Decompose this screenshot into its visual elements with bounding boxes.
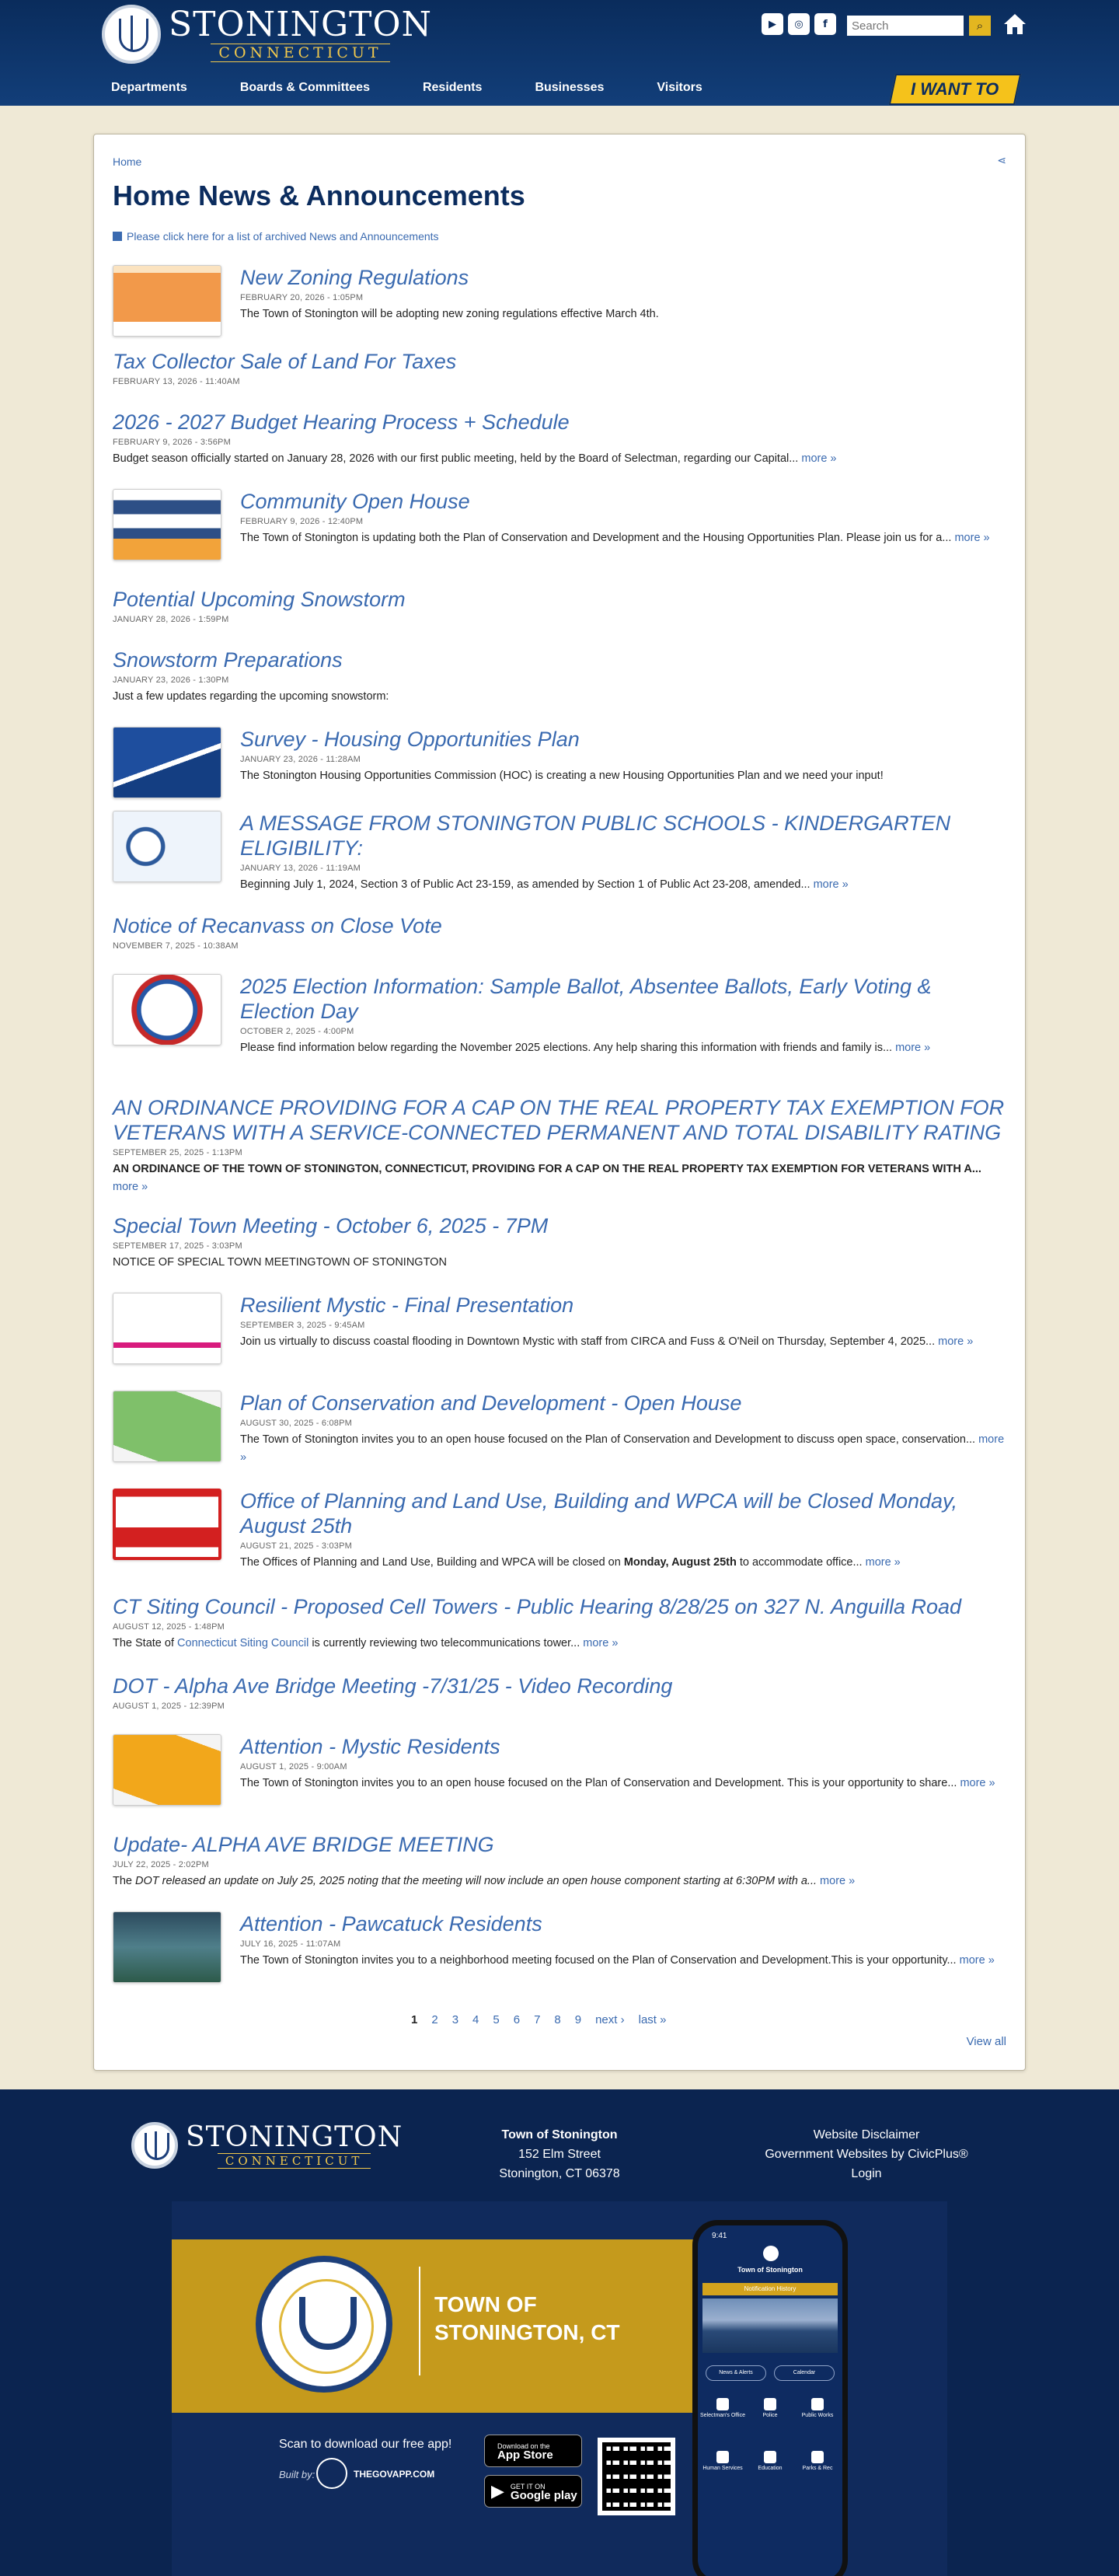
page-7[interactable]: 7 (534, 2013, 541, 2026)
news-item (113, 587, 1006, 624)
login-link[interactable]: Login (851, 2167, 882, 2180)
town-seal-icon (256, 2256, 392, 2393)
news-title[interactable]: Update- ALPHA AVE BRIDGE MEETING (113, 1833, 494, 1856)
nav-departments[interactable]: Departments (111, 81, 187, 94)
news-date: OCTOBER 2, 2025 - 4:00PM (240, 1027, 354, 1036)
news-item (113, 811, 1006, 894)
social-links (762, 13, 836, 35)
footer-address: Town of Stonington 152 Elm Street Stonington, CT 06378 (499, 2128, 620, 2180)
news-title[interactable]: DOT - Alpha Ave Bridge Meeting -7/31/25 - Video Recording (113, 1674, 673, 1698)
page-4[interactable]: 4 (472, 2013, 479, 2026)
news-date: JANUARY 28, 2026 - 1:59PM (113, 615, 229, 624)
more-link[interactable]: more » (938, 1335, 974, 1348)
home-icon[interactable] (1002, 12, 1027, 36)
news-date: JULY 16, 2025 - 11:07AM (240, 1939, 341, 1949)
news-item (113, 1911, 1006, 1970)
news-excerpt: Budget season officially started on January 28, 2026 with our first public meeting, held by the Board of Selectman, regarding our Capital... more » (113, 452, 837, 465)
news-item (113, 1391, 1006, 1467)
govapp-logo-icon (316, 2458, 347, 2489)
news-title[interactable]: Potential Upcoming Snowstorm (113, 588, 406, 611)
news-title[interactable]: Plan of Conservation and Development - Open House (240, 1391, 742, 1415)
town-seal-icon (131, 2122, 178, 2169)
news-thumbnail[interactable] (113, 1391, 221, 1462)
news-title[interactable]: New Zoning Regulations (240, 266, 469, 289)
news-date: AUGUST 30, 2025 - 6:08PM (240, 1419, 352, 1428)
news-item (113, 349, 1006, 386)
news-item (113, 647, 1006, 706)
facebook-icon[interactable]: f (814, 13, 836, 35)
civicplus-link[interactable]: Government Websites by CivicPlus® (765, 2148, 968, 2161)
more-link[interactable]: more » (954, 532, 990, 544)
news-thumbnail[interactable] (113, 1293, 221, 1364)
news-title[interactable]: Special Town Meeting - October 6, 2025 - 7PM (113, 1214, 549, 1237)
more-link[interactable]: more » (240, 1433, 1005, 1464)
news-date: AUGUST 21, 2025 - 3:03PM (240, 1541, 352, 1551)
news-item (113, 1213, 1006, 1272)
page-1[interactable]: 1 (411, 2013, 418, 2026)
news-date: FEBRUARY 20, 2026 - 1:05PM (240, 293, 364, 302)
news-item (113, 1734, 1006, 1792)
news-excerpt: The Town of Stonington will be adopting new zoning regulations effective March 4th. (240, 308, 659, 320)
news-excerpt: The Town of Stonington invites you to a neighborhood meeting focused on the Plan of Conservation and Development.This is your opportunity... more » (240, 1954, 995, 1967)
news-item (113, 974, 1006, 1057)
page-2[interactable]: 2 (431, 2013, 438, 2026)
news-title[interactable]: A MESSAGE FROM STONINGTON PUBLIC SCHOOLS - KINDERGARTEN ELIGIBILITY: (240, 812, 951, 860)
google-play-button[interactable]: ▶ GET IT ON Google play (484, 2475, 582, 2508)
news-thumbnail[interactable] (113, 811, 221, 882)
site-subtitle: CONNECTICUT (211, 44, 389, 62)
news-title[interactable]: Office of Planning and Land Use, Building and WPCA will be Closed Monday, August 25th (240, 1489, 958, 1538)
news-excerpt: The Town of Stonington invites you to an open house focused on the Plan of Conservation and Development. This is your opportunity to share... more » (240, 1777, 995, 1789)
town-seal-icon (102, 5, 161, 64)
news-date: FEBRUARY 13, 2026 - 11:40AM (113, 377, 240, 386)
news-date: SEPTEMBER 25, 2025 - 1:13PM (113, 1148, 242, 1157)
main-nav (111, 81, 755, 95)
news-item (113, 1674, 1006, 1711)
news-title[interactable]: AN ORDINANCE PROVIDING FOR A CAP ON THE REAL PROPERTY TAX EXEMPTION FOR VETERANS WITH A SERVICE-CONNECTED PERMANENT AND TOTAL DISABILITY RATING (113, 1096, 1005, 1144)
site-logo[interactable] (102, 5, 432, 64)
footer-links (715, 2125, 1018, 2183)
nav-businesses[interactable]: Businesses (535, 81, 605, 94)
nav-boards-committees[interactable]: Boards & Committees (239, 81, 370, 94)
page-8[interactable]: 8 (554, 2013, 561, 2026)
more-link[interactable]: more » (813, 878, 849, 891)
news-date: SEPTEMBER 17, 2025 - 3:03PM (113, 1241, 242, 1251)
news-title[interactable]: Notice of Recanvass on Close Vote (113, 914, 442, 937)
news-item (113, 1489, 1006, 1572)
last-page[interactable]: last » (638, 2013, 667, 2026)
news-title[interactable]: Resilient Mystic - Final Presentation (240, 1293, 574, 1317)
news-thumbnail[interactable] (113, 1489, 221, 1560)
news-excerpt: The DOT released an update on July 25, 2025 noting that the meeting will now include an open house component starting at 6:30PM with a... more » (113, 1875, 856, 1887)
news-thumbnail[interactable] (113, 265, 221, 337)
search-button[interactable] (969, 16, 991, 36)
next-page[interactable]: next › (595, 2013, 625, 2026)
harbor-photo (702, 2299, 838, 2353)
youtube-icon[interactable]: ▶ (762, 13, 783, 35)
news-date: JANUARY 23, 2026 - 11:28AM (240, 755, 361, 764)
govapp-name: THEGOVAPP.COM (354, 2469, 435, 2480)
page-9[interactable]: 9 (574, 2013, 582, 2026)
news-item (113, 410, 1006, 468)
news-thumbnail[interactable] (113, 489, 221, 560)
app-banner: TOWN OF STONINGTON, CT Scan to download our free app! Built by: THEGOVAPP.COM Download on the App Store ▶ GET IT ON Google play 9:41 Town of Stonington Notification History News & Alerts Calendar Selectman's Office Police Public Works Human Services Education Parks & Rec (172, 2201, 947, 2576)
news-date: AUGUST 1, 2025 - 9:00AM (240, 1762, 347, 1771)
news-item (113, 913, 1006, 951)
news-excerpt: The State of Connecticut Siting Council is currently reviewing two telecommunications tower... more » (113, 1637, 619, 1649)
instagram-icon[interactable]: ◎ (788, 13, 810, 35)
news-excerpt: The Town of Stonington is updating both the Plan of Conservation and Development and the Housing Opportunities Plan. Please join us for a... more » (240, 532, 990, 544)
news-item (113, 1832, 1006, 1890)
pagination (411, 2013, 666, 2026)
news-date: JANUARY 13, 2026 - 11:19AM (240, 864, 361, 873)
nav-residents[interactable]: Residents (422, 81, 483, 94)
news-date: JANUARY 23, 2026 - 1:30PM (113, 675, 229, 685)
more-link[interactable]: more » (801, 452, 837, 465)
more-link[interactable]: more » (820, 1875, 856, 1887)
news-title[interactable]: Attention - Pawcatuck Residents (240, 1912, 542, 1935)
news-excerpt: Please find information below regarding the November 2025 elections. Any help sharing this information with friends and family is... more » (240, 1042, 931, 1054)
news-excerpt: Beginning July 1, 2024, Section 3 of Public Act 23-159, as amended by Section 1 of Public Act 23-208, amended... more » (240, 878, 849, 891)
scan-text: Scan to download our free app! (279, 2438, 452, 2451)
page-3[interactable]: 3 (451, 2013, 459, 2026)
share-icon[interactable]: ⋖ (997, 155, 1006, 167)
more-link[interactable]: more » (895, 1042, 931, 1054)
news-excerpt: Just a few updates regarding the upcoming snowstorm: (113, 690, 389, 703)
siting-council-link[interactable]: Connecticut Siting Council (177, 1637, 309, 1649)
more-link[interactable]: more » (865, 1556, 901, 1569)
news-item (113, 1293, 1006, 1351)
footer-logo[interactable]: STONINGTON CONNECTICUT (131, 2122, 403, 2169)
page-6[interactable]: 6 (513, 2013, 521, 2026)
news-excerpt: The Offices of Planning and Land Use, Building and WPCA will be closed on Monday, August 25th to accommodate office... more » (240, 1556, 901, 1569)
news-excerpt: AN ORDINANCE OF THE TOWN OF STONINGTON, CONNECTICUT, PROVIDING FOR A CAP ON THE REAL PROPERTY TAX EXEMPTION FOR VETERANS WITH A... more » (113, 1163, 981, 1193)
breadcrumb[interactable]: Home (113, 155, 142, 168)
view-all-link[interactable]: View all (966, 2035, 1006, 2048)
news-title[interactable]: 2026 - 2027 Budget Hearing Process + Schedule (113, 410, 570, 434)
qr-code (598, 2438, 675, 2515)
news-title[interactable]: Snowstorm Preparations (113, 648, 343, 672)
news-date: NOVEMBER 7, 2025 - 10:38AM (113, 941, 239, 951)
news-item (113, 265, 1006, 323)
news-excerpt: Join us virtually to discuss coastal flooding in Downtown Mystic with staff from CIRCA and Fuss & O'Neil on Thursday, September 4, 2025... more » (240, 1335, 974, 1348)
nav-visitors[interactable]: Visitors (657, 81, 702, 94)
site-footer (0, 2089, 1119, 2576)
news-date: AUGUST 12, 2025 - 1:48PM (113, 1622, 225, 1632)
news-title[interactable]: 2025 Election Information: Sample Ballot, Absentee Ballots, Early Voting & Election Day (240, 975, 932, 1023)
news-date: AUGUST 1, 2025 - 12:39PM (113, 1702, 225, 1711)
news-thumbnail[interactable] (113, 1911, 221, 1983)
news-title[interactable]: Tax Collector Sale of Land For Taxes (113, 350, 457, 373)
news-thumbnail[interactable] (113, 974, 221, 1045)
archive-icon (113, 232, 122, 241)
more-link[interactable]: more » (959, 1954, 995, 1967)
news-date: FEBRUARY 9, 2026 - 12:40PM (240, 517, 364, 526)
news-excerpt: The Stonington Housing Opportunities Commission (HOC) is creating a new Housing Opportunities Plan and we need your input! (240, 770, 884, 782)
app-town-name: TOWN OF STONINGTON, CT (434, 2292, 620, 2344)
news-item (113, 727, 1006, 785)
site-header (0, 0, 1119, 106)
phone-mockup: 9:41 Town of Stonington Notification History News & Alerts Calendar Selectman's Office Police Public Works Human Services Education Parks & Rec (692, 2220, 848, 2576)
i-want-to-button[interactable]: I WANT TO (889, 74, 1022, 105)
archive-link[interactable]: Please click here for a list of archived News and Announcements (113, 230, 439, 243)
play-icon: ▶ (491, 2481, 504, 2501)
app-store-button[interactable]: Download on the App Store (484, 2435, 582, 2467)
news-date: JULY 22, 2025 - 2:02PM (113, 1860, 209, 1869)
search-input[interactable] (847, 16, 964, 36)
news-title[interactable]: Community Open House (240, 490, 470, 513)
news-item (113, 489, 1006, 547)
news-thumbnail[interactable] (113, 727, 221, 798)
more-link[interactable]: more » (960, 1777, 995, 1789)
more-link[interactable]: more » (583, 1637, 619, 1649)
page-title: Home News & Announcements (113, 180, 525, 211)
website-disclaimer-link[interactable]: Website Disclaimer (813, 2128, 920, 2141)
news-item (113, 1095, 1006, 1196)
more-link[interactable]: more » (113, 1181, 148, 1193)
news-excerpt: The Town of Stonington invites you to an open house focused on the Plan of Conservation and Development to discuss open space, conservation... more » (240, 1433, 1005, 1464)
town-seal-icon (763, 2246, 779, 2261)
news-card (93, 134, 1026, 2071)
site-name: STONINGTON (169, 5, 433, 44)
news-date: SEPTEMBER 3, 2025 - 9:45AM (240, 1321, 365, 1330)
news-date: FEBRUARY 9, 2026 - 3:56PM (113, 438, 231, 447)
search-icon: ⌕ (976, 19, 984, 33)
news-thumbnail[interactable] (113, 1734, 221, 1806)
news-excerpt: NOTICE OF SPECIAL TOWN MEETINGTOWN OF STONINGTON (113, 1256, 447, 1269)
news-title[interactable]: Attention - Mystic Residents (240, 1735, 500, 1758)
news-item (113, 1594, 1006, 1653)
page-5[interactable]: 5 (493, 2013, 500, 2026)
news-title[interactable]: Survey - Housing Opportunities Plan (240, 728, 580, 751)
news-title[interactable]: CT Siting Council - Proposed Cell Towers - Public Hearing 8/28/25 on 327 N. Anguilla Road (113, 1595, 962, 1618)
